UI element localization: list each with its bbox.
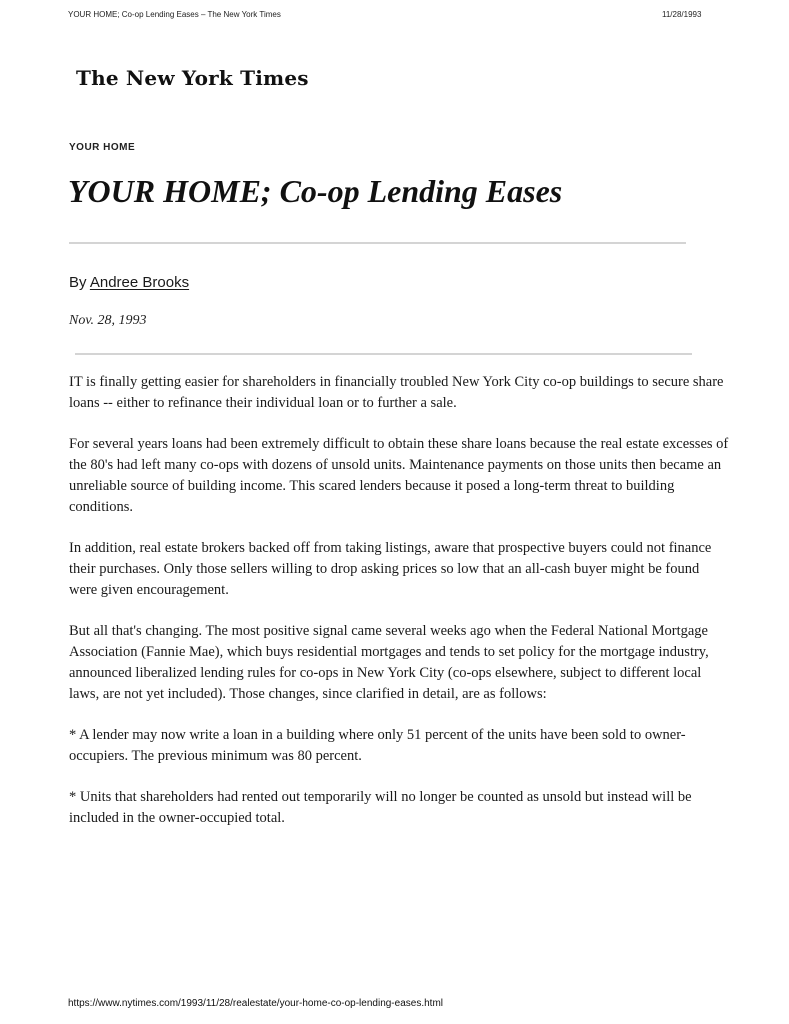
page-header-title: YOUR HOME; Co-op Lending Eases – The New York Times: [68, 10, 281, 19]
author-link[interactable]: Andree Brooks: [89, 274, 190, 291]
article-headline: YOUR HOME; Co-op Lending Eases: [68, 173, 563, 209]
nyt-masthead-logo[interactable]: The New York Times: [76, 66, 309, 90]
article-paragraph: * A lender may now write a loan in a building where only 51 percent of the units have been sold to owner-occupiers. The previous minimum was 80 percent.: [69, 727, 686, 764]
divider: [75, 353, 692, 355]
article-paragraph: But all that's changing. The most positive signal came several weeks ago when the Federal National Mortgage Association (Fannie Mae), which buys residential mortgages and tends to set policy for the mortgage industry, announced liberalized lending rules for co-ops in New York City (co-ops elsewhere, subject to different local laws, are not yet included). Those changes, since clarified in detail, are as follows:: [69, 623, 709, 702]
footer-url[interactable]: https://www.nytimes.com/1993/11/28/realestate/your-home-co-op-lending-eases.html: [68, 998, 443, 1009]
page-header-date: 11/28/1993: [662, 10, 702, 19]
byline: [69, 274, 189, 291]
article-paragraph: In addition, real estate brokers backed off from taking listings, aware that prospective buyers could not finance their purchases. Only those sellers willing to drop asking prices so low that an all-cash buyer might be found were given encouragement.: [69, 540, 712, 598]
divider: [69, 242, 686, 244]
article-date: Nov. 28, 1993: [69, 313, 147, 328]
article-paragraph: * Units that shareholders had rented out temporarily will no longer be counted as unsold but instead will be included in the owner-occupied total.: [69, 789, 692, 826]
article-body: [69, 372, 729, 849]
article-paragraph: For several years loans had been extremely difficult to obtain these share loans because the real estate excesses of the 80's had left many co-ops with dozens of unsold units. Maintenance payments on those units then became an unreliable source of building income. This scared lenders because it posed a long-term threat to building conditions.: [69, 436, 729, 515]
article-paragraph: IT is finally getting easier for shareholders in financially troubled New York City co-op buildings to secure share loans -- either to refinance their individual loan or to further a sale.: [69, 374, 724, 411]
section-kicker[interactable]: YOUR HOME: [69, 142, 136, 153]
byline-prefix: By: [69, 274, 87, 291]
